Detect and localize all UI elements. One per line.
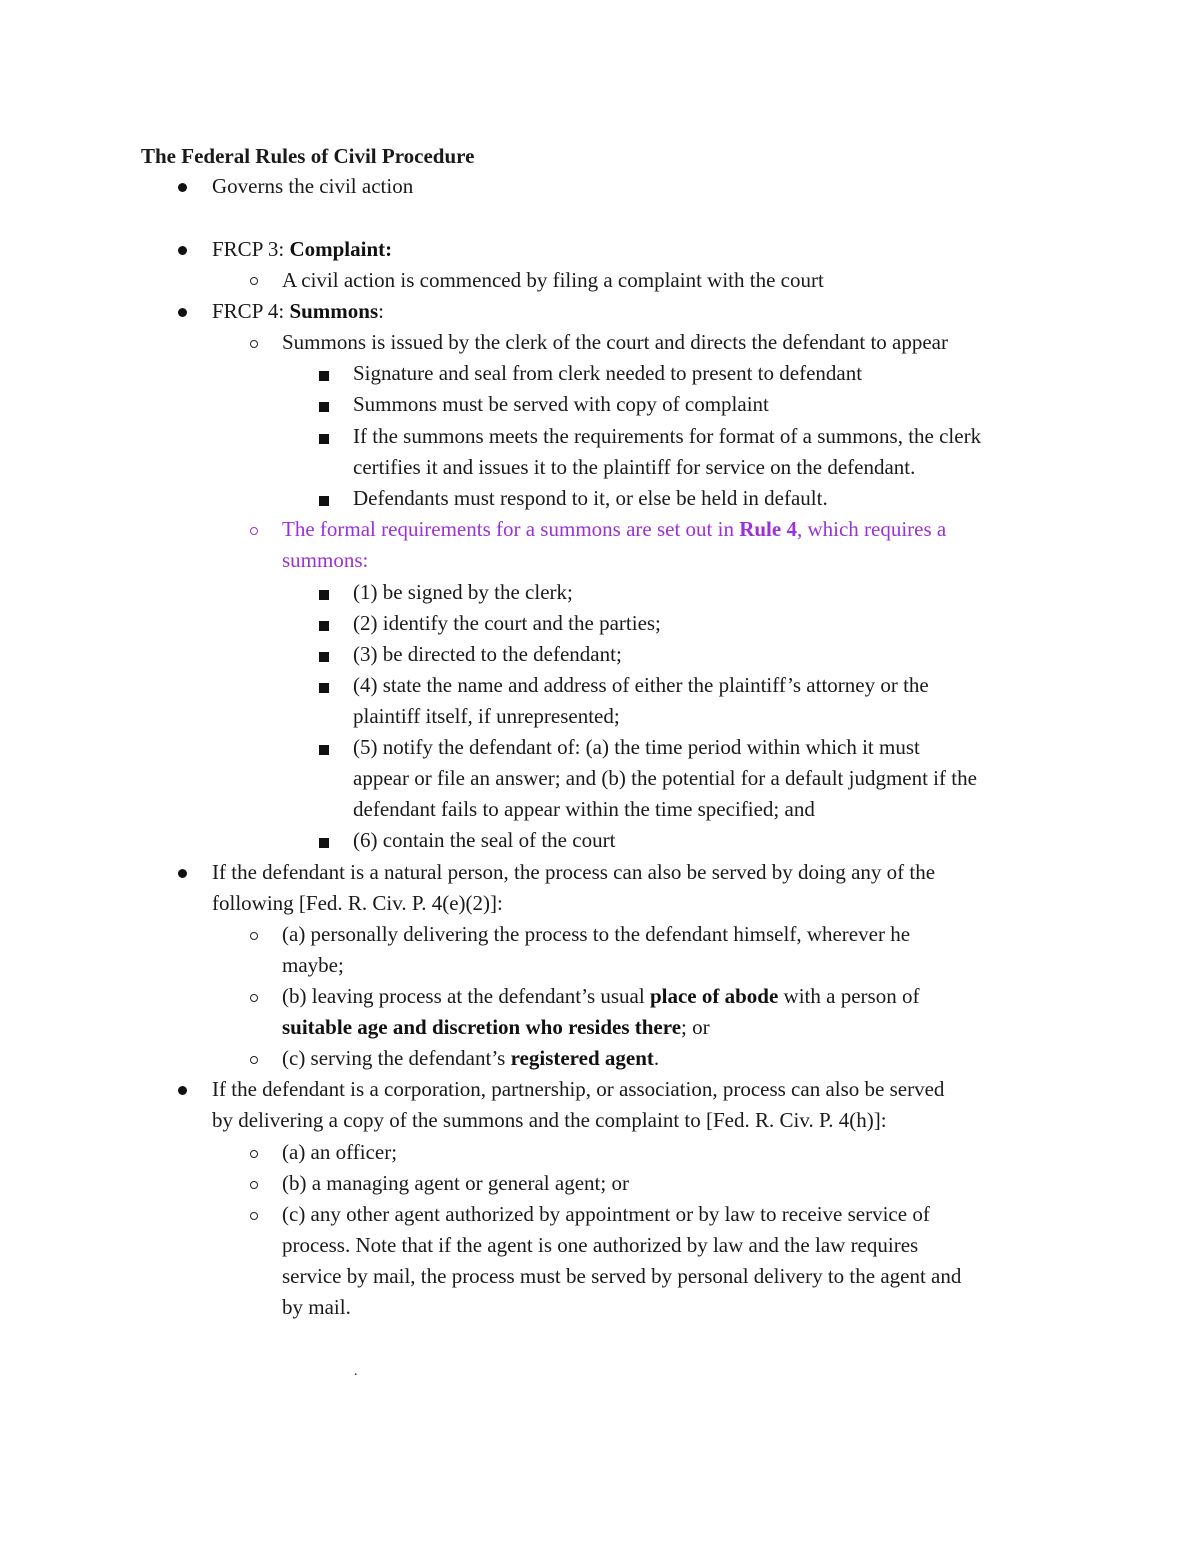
- circle-bullet-icon: [250, 994, 258, 1002]
- circle-bullet-icon: [250, 932, 258, 940]
- list-item: [282, 919, 910, 950]
- circle-bullet-icon: [250, 1181, 258, 1189]
- item-text: following [Fed. R. Civ. P. 4(e)(2)]:: [212, 891, 503, 915]
- list-item: [212, 296, 384, 327]
- stray-period: .: [354, 1364, 358, 1379]
- list-item-continuation: [282, 950, 344, 981]
- item-text: Governs the civil action: [212, 174, 414, 198]
- square-bullet-icon: [319, 496, 329, 506]
- list-item: [353, 608, 661, 639]
- item-text: (2) identify the court and the parties;: [353, 611, 661, 635]
- square-bullet-icon: [319, 621, 329, 631]
- item-text: (b) leaving process at the defendant’s usual: [282, 984, 650, 1008]
- item-text: (3) be directed to the defendant;: [353, 642, 622, 666]
- list-item: [282, 1168, 629, 1199]
- circle-bullet-icon: [250, 277, 258, 285]
- item-text: service by mail, the process must be served by personal delivery to the agent and: [282, 1264, 962, 1288]
- list-item: [353, 825, 615, 856]
- list-item: [353, 358, 862, 389]
- item-text: maybe;: [282, 953, 344, 977]
- item-text: If the summons meets the requirements for format of a summons, the clerk: [353, 424, 982, 448]
- item-text: ; or: [681, 1015, 710, 1039]
- item-text: process. Note that if the agent is one authorized by law and the law requires: [282, 1233, 919, 1257]
- list-item: [353, 389, 769, 420]
- list-item: [212, 1074, 944, 1105]
- circle-bullet-icon: [250, 527, 258, 535]
- item-bold: suitable age and discretion who resides there: [282, 1015, 682, 1039]
- item-bold: Rule 4: [739, 517, 797, 541]
- list-item: [282, 981, 919, 1012]
- list-item: [282, 327, 948, 358]
- circle-bullet-icon: [250, 1056, 258, 1064]
- item-text: (6) contain the seal of the court: [353, 828, 616, 852]
- list-item-continuation: [282, 1292, 351, 1323]
- bullet-icon: [178, 1086, 187, 1095]
- list-item-continuation: [282, 1012, 710, 1043]
- square-bullet-icon: [319, 371, 329, 381]
- list-item: [212, 171, 413, 202]
- item-text: (a) an officer;: [282, 1140, 398, 1164]
- item-text: (b) a managing agent or general agent; or: [282, 1171, 629, 1195]
- list-item: [353, 483, 828, 514]
- list-item: [282, 514, 946, 545]
- circle-bullet-icon: [250, 1212, 258, 1220]
- item-text: (c) serving the defendant’s: [282, 1046, 511, 1070]
- item-text: A civil action is commenced by filing a complaint with the court: [282, 268, 824, 292]
- item-text: (a) personally delivering the process to the defendant himself, wherever he: [282, 922, 911, 946]
- item-text: Defendants must respond to it, or else be held in default.: [353, 486, 828, 510]
- item-bold: place of abode: [649, 984, 779, 1008]
- item-text: certifies it and issues it to the plaintiff for service on the defendant.: [353, 455, 916, 479]
- item-text: (4) state the name and address of either the plaintiff’s attorney or the: [353, 673, 929, 697]
- list-item: [353, 421, 981, 452]
- list-item-continuation: [212, 888, 503, 919]
- bullet-icon: [178, 183, 187, 192]
- item-text: by delivering a copy of the summons and the complaint to [Fed. R. Civ. P. 4(h)]:: [212, 1108, 887, 1132]
- list-item-continuation: [353, 794, 815, 825]
- item-bold: registered agent: [510, 1046, 654, 1070]
- list-item-continuation: [353, 763, 977, 794]
- list-item-continuation: [353, 701, 620, 732]
- item-text: (1) be signed by the clerk;: [353, 580, 573, 604]
- square-bullet-icon: [319, 838, 329, 848]
- item-text: FRCP 4:: [212, 299, 290, 323]
- list-item: [282, 1199, 930, 1230]
- square-bullet-icon: [319, 652, 329, 662]
- item-text: (5) notify the defendant of: (a) the time period within which it must: [353, 735, 920, 759]
- item-text: .: [653, 1046, 660, 1070]
- item-text: by mail.: [282, 1295, 351, 1319]
- list-item: [353, 670, 929, 701]
- list-item: [282, 1043, 659, 1074]
- list-item: [212, 234, 392, 265]
- list-item: [282, 1137, 397, 1168]
- item-text: plaintiff itself, if unrepresented;: [353, 704, 620, 728]
- item-text: appear or file an answer; and (b) the potential for a default judgment if the: [353, 766, 977, 790]
- item-text: summons:: [282, 548, 369, 572]
- list-item-continuation: [282, 545, 368, 576]
- item-text: If the defendant is a corporation, partnership, or association, process can also be served: [212, 1077, 945, 1101]
- list-item: [282, 265, 824, 296]
- list-item: [353, 732, 920, 763]
- item-bold: Complaint:: [289, 237, 393, 261]
- item-text: Summons is issued by the clerk of the court and directs the defendant to appear: [282, 330, 948, 354]
- list-item: [212, 857, 935, 888]
- list-item: [353, 577, 573, 608]
- square-bullet-icon: [319, 590, 329, 600]
- bullet-icon: [178, 869, 187, 878]
- item-text: with a person of: [778, 984, 920, 1008]
- list-item-continuation: [282, 1230, 918, 1261]
- square-bullet-icon: [319, 402, 329, 412]
- bullet-icon: [178, 308, 187, 317]
- item-text: The formal requirements for a summons are set out in: [282, 517, 740, 541]
- item-text: , which requires a: [796, 517, 947, 541]
- item-text: :: [378, 299, 384, 323]
- list-item-continuation: [212, 1105, 887, 1136]
- circle-bullet-icon: [250, 340, 258, 348]
- item-text: Signature and seal from clerk needed to present to defendant: [353, 361, 863, 385]
- item-text: If the defendant is a natural person, the process can also be served by doing any of the: [212, 860, 936, 884]
- page-title: The Federal Rules of Civil Procedure: [141, 144, 475, 168]
- item-text: defendant fails to appear within the time specified; and: [353, 797, 815, 821]
- item-text: Summons must be served with copy of complaint: [353, 392, 769, 416]
- list-item-continuation: [353, 452, 915, 483]
- list-item: [353, 639, 622, 670]
- square-bullet-icon: [319, 745, 329, 755]
- bullet-icon: [178, 246, 187, 255]
- square-bullet-icon: [319, 434, 329, 444]
- square-bullet-icon: [319, 683, 329, 693]
- item-text: FRCP 3:: [212, 237, 290, 261]
- circle-bullet-icon: [250, 1150, 258, 1158]
- item-text: (c) any other agent authorized by appointment or by law to receive service of: [282, 1202, 930, 1226]
- item-bold: Summons: [289, 299, 379, 323]
- list-item-continuation: [282, 1261, 961, 1292]
